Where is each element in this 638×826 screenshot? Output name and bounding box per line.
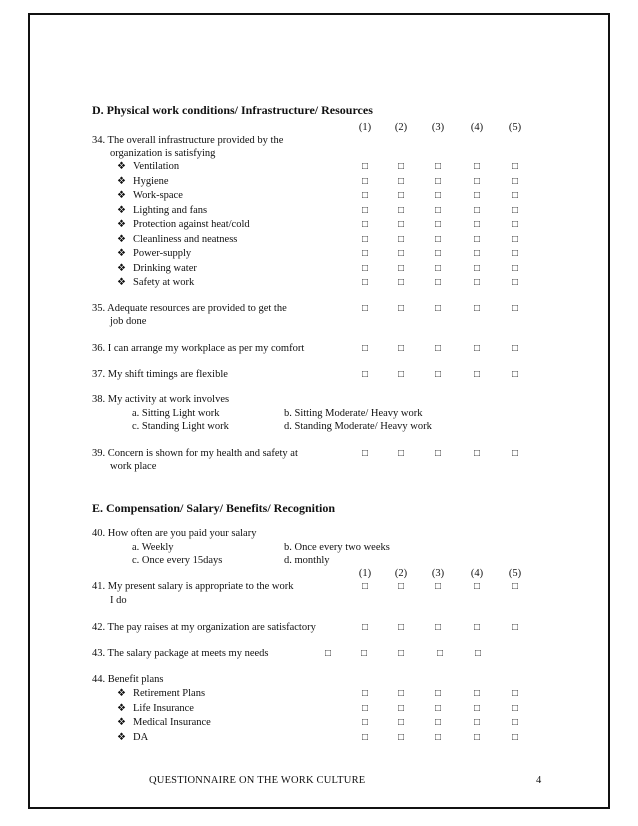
rating-checkbox-5[interactable]: □ bbox=[511, 581, 519, 592]
rating-checkbox-4[interactable]: □ bbox=[473, 190, 481, 201]
rating-checkbox-5[interactable]: □ bbox=[511, 688, 519, 699]
q34-text-line1: 34. The overall infrastructure provided by the bbox=[92, 135, 284, 146]
q41-text-line1: 41. My present salary is appropriate to the work bbox=[92, 581, 294, 592]
diamond-bullet-icon: ❖ bbox=[117, 277, 126, 288]
rating-checkbox-3[interactable]: □ bbox=[434, 262, 442, 274]
diamond-bullet-icon: ❖ bbox=[117, 161, 126, 172]
q44-item-label: Retirement Plans bbox=[133, 688, 206, 699]
rating-checkbox-3[interactable]: □ bbox=[397, 648, 405, 659]
rating-checkbox-4[interactable]: □ bbox=[473, 688, 481, 699]
rating-checkbox-1[interactable]: □ bbox=[361, 190, 369, 201]
q39-text-line2: work place bbox=[110, 461, 157, 472]
scale-label-2: (2) bbox=[394, 122, 408, 133]
rating-checkbox-3[interactable]: □ bbox=[434, 233, 442, 245]
rating-checkbox-2[interactable]: □ bbox=[397, 717, 405, 728]
rating-checkbox-5[interactable]: □ bbox=[511, 622, 519, 633]
q34-item-label: Hygiene bbox=[133, 175, 169, 187]
q43-text: 43. The salary package at meets my needs bbox=[92, 648, 269, 659]
rating-checkbox-4[interactable]: □ bbox=[473, 581, 481, 592]
q34-item-label: Protection against heat/cold bbox=[133, 219, 250, 230]
q38-option-a[interactable]: a. Sitting Light work bbox=[132, 408, 220, 419]
q34-item-label: Power-supply bbox=[133, 248, 192, 259]
q36-text: 36. I can arrange my workplace as per my comfort bbox=[92, 343, 305, 354]
rating-checkbox-1[interactable]: □ bbox=[361, 688, 369, 699]
diamond-bullet-icon: ❖ bbox=[117, 190, 126, 201]
diamond-bullet-icon: ❖ bbox=[117, 688, 126, 699]
rating-checkbox-1[interactable]: □ bbox=[361, 581, 369, 592]
rating-checkbox-4[interactable]: □ bbox=[473, 219, 481, 230]
rating-checkbox-5[interactable]: □ bbox=[511, 731, 519, 743]
rating-checkbox-2[interactable]: □ bbox=[397, 688, 405, 699]
scale-label-5: (5) bbox=[508, 568, 522, 579]
q35-text-line2: job done bbox=[110, 316, 147, 327]
rating-checkbox-5[interactable]: □ bbox=[511, 161, 519, 172]
rating-checkbox-5[interactable]: □ bbox=[511, 219, 519, 230]
rating-checkbox-1[interactable]: □ bbox=[361, 219, 369, 230]
rating-checkbox-5[interactable]: □ bbox=[511, 204, 519, 216]
rating-checkbox-4[interactable]: □ bbox=[473, 343, 481, 354]
diamond-bullet-icon: ❖ bbox=[117, 233, 126, 245]
rating-checkbox-2[interactable]: □ bbox=[397, 219, 405, 230]
rating-checkbox-4[interactable]: □ bbox=[473, 277, 481, 288]
rating-checkbox-2[interactable]: □ bbox=[397, 277, 405, 288]
q34-item-label: Work-space bbox=[133, 190, 183, 201]
rating-checkbox-5[interactable]: □ bbox=[511, 190, 519, 201]
rating-checkbox-1[interactable]: □ bbox=[361, 204, 369, 216]
q34-item-label: Lighting and fans bbox=[133, 204, 208, 216]
rating-checkbox-2[interactable]: □ bbox=[397, 303, 405, 314]
rating-checkbox-2[interactable]: □ bbox=[397, 233, 405, 245]
q40-text: 40. How often are you paid your salary bbox=[92, 528, 257, 539]
q37-text: 37. My shift timings are flexible bbox=[92, 369, 228, 380]
rating-checkbox-1[interactable]: □ bbox=[361, 343, 369, 354]
rating-checkbox-2[interactable]: □ bbox=[397, 161, 405, 172]
rating-checkbox-3[interactable]: □ bbox=[434, 688, 442, 699]
rating-checkbox-4[interactable]: □ bbox=[473, 262, 481, 274]
rating-checkbox-4[interactable]: □ bbox=[473, 622, 481, 633]
scale-label-4: (4) bbox=[470, 122, 484, 133]
rating-checkbox-1[interactable]: □ bbox=[361, 277, 369, 288]
q40-option-a[interactable]: a. Weekly bbox=[132, 542, 174, 553]
rating-checkbox-5[interactable]: □ bbox=[511, 369, 519, 380]
rating-checkbox-5[interactable]: □ bbox=[511, 262, 519, 274]
rating-checkbox-2[interactable]: □ bbox=[397, 175, 405, 187]
rating-checkbox-3[interactable]: □ bbox=[434, 717, 442, 728]
rating-checkbox-4[interactable]: □ bbox=[473, 303, 481, 314]
rating-checkbox-4[interactable]: □ bbox=[473, 702, 481, 714]
rating-checkbox-2[interactable]: □ bbox=[360, 648, 368, 659]
rating-checkbox-2[interactable]: □ bbox=[397, 204, 405, 216]
rating-checkbox-4[interactable]: □ bbox=[473, 204, 481, 216]
diamond-bullet-icon: ❖ bbox=[117, 248, 126, 259]
diamond-bullet-icon: ❖ bbox=[117, 219, 126, 230]
rating-checkbox-3[interactable]: □ bbox=[434, 369, 442, 380]
q38-text: 38. My activity at work involves bbox=[92, 394, 230, 405]
rating-checkbox-2[interactable]: □ bbox=[397, 262, 405, 274]
rating-checkbox-5[interactable]: □ bbox=[511, 448, 519, 459]
rating-checkbox-1[interactable]: □ bbox=[361, 303, 369, 314]
q34-item-label: Cleanliness and neatness bbox=[133, 233, 238, 245]
rating-checkbox-5[interactable]: □ bbox=[511, 248, 519, 259]
section-d-title: D. Physical work conditions/ Infrastructure/ Resources bbox=[92, 103, 373, 117]
diamond-bullet-icon: ❖ bbox=[117, 717, 126, 728]
diamond-bullet-icon: ❖ bbox=[117, 731, 126, 743]
rating-checkbox-1[interactable]: □ bbox=[361, 161, 369, 172]
rating-checkbox-4[interactable]: □ bbox=[473, 161, 481, 172]
rating-checkbox-2[interactable]: □ bbox=[397, 448, 405, 459]
scale-label-3: (3) bbox=[431, 122, 445, 133]
rating-checkbox-1[interactable]: □ bbox=[361, 717, 369, 728]
q38-option-d[interactable]: d. Standing Moderate/ Heavy work bbox=[284, 421, 432, 432]
scale-label-2: (2) bbox=[394, 568, 408, 579]
rating-checkbox-1[interactable]: □ bbox=[361, 262, 369, 274]
rating-checkbox-1[interactable]: □ bbox=[361, 702, 369, 714]
q34-item-label: Ventilation bbox=[133, 161, 180, 172]
rating-checkbox-3[interactable]: □ bbox=[434, 343, 442, 354]
rating-checkbox-1[interactable]: □ bbox=[361, 622, 369, 633]
rating-checkbox-3[interactable]: □ bbox=[434, 190, 442, 201]
rating-checkbox-5[interactable]: □ bbox=[511, 175, 519, 187]
rating-checkbox-5[interactable]: □ bbox=[511, 303, 519, 314]
rating-checkbox-3[interactable]: □ bbox=[434, 277, 442, 288]
rating-checkbox-1[interactable]: □ bbox=[361, 369, 369, 380]
rating-checkbox-4[interactable]: □ bbox=[473, 248, 481, 259]
q40-option-d[interactable]: d. monthly bbox=[284, 555, 330, 566]
rating-checkbox-2[interactable]: □ bbox=[397, 622, 405, 633]
q38-option-b[interactable]: b. Sitting Moderate/ Heavy work bbox=[284, 408, 423, 419]
rating-checkbox-2[interactable]: □ bbox=[397, 190, 405, 201]
rating-checkbox-5[interactable]: □ bbox=[511, 717, 519, 728]
rating-checkbox-4[interactable]: □ bbox=[473, 175, 481, 187]
q40-option-b[interactable]: b. Once every two weeks bbox=[284, 542, 390, 553]
rating-checkbox-3[interactable]: □ bbox=[434, 581, 442, 592]
rating-checkbox-3[interactable]: □ bbox=[434, 303, 442, 314]
diamond-bullet-icon: ❖ bbox=[117, 702, 126, 714]
rating-checkbox-4[interactable]: □ bbox=[436, 648, 444, 659]
scale-label-4: (4) bbox=[470, 568, 484, 579]
rating-checkbox-2[interactable]: □ bbox=[397, 702, 405, 714]
q44-text: 44. Benefit plans bbox=[92, 674, 164, 685]
diamond-bullet-icon: ❖ bbox=[117, 175, 126, 187]
rating-checkbox-3[interactable]: □ bbox=[434, 219, 442, 230]
q44-item-label: Life Insurance bbox=[133, 702, 194, 714]
rating-checkbox-5[interactable]: □ bbox=[511, 702, 519, 714]
section-e-title: E. Compensation/ Salary/ Benefits/ Recognition bbox=[92, 501, 336, 515]
rating-checkbox-5[interactable]: □ bbox=[474, 648, 482, 659]
scale-label-1: (1) bbox=[358, 122, 372, 133]
rating-checkbox-3[interactable]: □ bbox=[434, 161, 442, 172]
q34-item-label: Drinking water bbox=[133, 262, 197, 274]
rating-checkbox-5[interactable]: □ bbox=[511, 233, 519, 245]
scale-label-1: (1) bbox=[358, 568, 372, 579]
rating-checkbox-1[interactable]: □ bbox=[361, 175, 369, 187]
scale-label-3: (3) bbox=[431, 568, 445, 579]
rating-checkbox-5[interactable]: □ bbox=[511, 277, 519, 288]
rating-checkbox-2[interactable]: □ bbox=[397, 731, 405, 743]
rating-checkbox-1[interactable]: □ bbox=[361, 448, 369, 459]
rating-checkbox-1[interactable]: □ bbox=[361, 248, 369, 259]
rating-checkbox-2[interactable]: □ bbox=[397, 369, 405, 380]
page-number: 4 bbox=[536, 775, 542, 786]
rating-checkbox-3[interactable]: □ bbox=[434, 622, 442, 633]
rating-checkbox-4[interactable]: □ bbox=[473, 717, 481, 728]
rating-checkbox-4[interactable]: □ bbox=[473, 233, 481, 245]
rating-checkbox-4[interactable]: □ bbox=[473, 731, 481, 743]
q41-text-line2: I do bbox=[110, 595, 127, 606]
diamond-bullet-icon: ❖ bbox=[117, 204, 126, 216]
q40-option-c[interactable]: c. Once every 15days bbox=[132, 555, 223, 566]
q38-option-c[interactable]: c. Standing Light work bbox=[132, 421, 229, 432]
rating-checkbox-3[interactable]: □ bbox=[434, 175, 442, 187]
rating-checkbox-4[interactable]: □ bbox=[473, 448, 481, 459]
rating-checkbox-3[interactable]: □ bbox=[434, 204, 442, 216]
q34-text-line2: organization is satisfying bbox=[110, 148, 216, 159]
rating-checkbox-5[interactable]: □ bbox=[511, 343, 519, 354]
rating-checkbox-3[interactable]: □ bbox=[434, 702, 442, 714]
q44-item-label: DA bbox=[133, 731, 149, 743]
rating-checkbox-2[interactable]: □ bbox=[397, 248, 405, 259]
q35-text-line1: 35. Adequate resources are provided to get the bbox=[92, 303, 287, 314]
rating-checkbox-3[interactable]: □ bbox=[434, 731, 442, 743]
footer-title: QUESTIONNAIRE ON THE WORK CULTURE bbox=[149, 775, 366, 786]
rating-checkbox-1[interactable]: □ bbox=[361, 731, 369, 743]
rating-checkbox-3[interactable]: □ bbox=[434, 448, 442, 459]
q34-item-label: Safety at work bbox=[133, 277, 195, 288]
scale-label-5: (5) bbox=[508, 122, 522, 133]
rating-checkbox-1[interactable]: □ bbox=[324, 648, 332, 659]
q39-text-line1: 39. Concern is shown for my health and safety at bbox=[92, 448, 298, 459]
q44-item-label: Medical Insurance bbox=[133, 717, 211, 728]
rating-checkbox-2[interactable]: □ bbox=[397, 343, 405, 354]
q42-text: 42. The pay raises at my organization are satisfactory bbox=[92, 622, 316, 633]
rating-checkbox-3[interactable]: □ bbox=[434, 248, 442, 259]
rating-checkbox-4[interactable]: □ bbox=[473, 369, 481, 380]
rating-checkbox-1[interactable]: □ bbox=[361, 233, 369, 245]
diamond-bullet-icon: ❖ bbox=[117, 262, 126, 274]
rating-checkbox-2[interactable]: □ bbox=[397, 581, 405, 592]
